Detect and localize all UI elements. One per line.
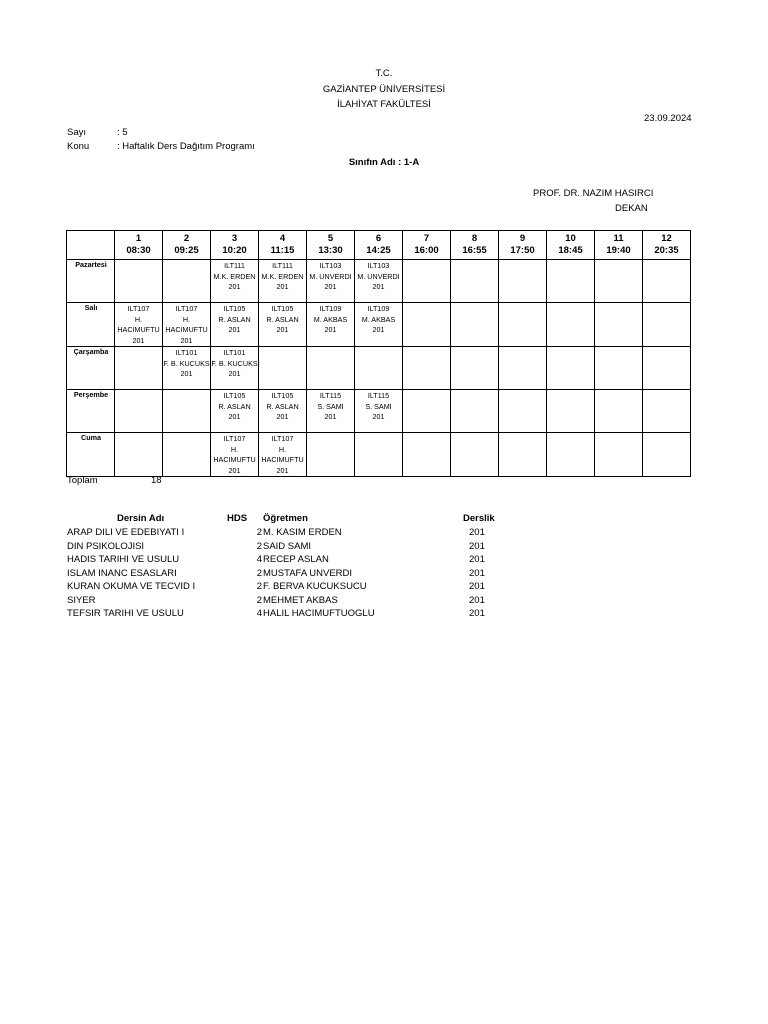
schedule-cell-line: HACIMUFTU <box>117 325 160 334</box>
schedule-cell <box>595 260 643 303</box>
schedule-cell <box>451 347 499 390</box>
schedule-cell <box>643 390 691 433</box>
period-time: 18:45 <box>558 245 583 256</box>
schedule-cell <box>259 347 307 390</box>
schedule-cell <box>403 303 451 347</box>
schedule-cell <box>259 390 307 433</box>
course-row <box>67 568 767 581</box>
schedule-cell-line: S. SAMI <box>317 401 344 411</box>
period-time: 11:15 <box>270 245 295 256</box>
period-time: 17:50 <box>510 245 535 256</box>
schedule-cell <box>451 433 499 477</box>
schedule-cell-line: 201 <box>276 325 289 334</box>
schedule-cell-line: M. UNVERDI <box>309 271 352 281</box>
course-hds: 2 <box>256 567 262 579</box>
course-teacher: F. BERVA KUCUKSUCU <box>263 581 367 592</box>
period-number: 6 <box>375 233 382 244</box>
room-header: Derslik <box>463 513 495 524</box>
period-time: 08:30 <box>126 245 151 256</box>
schedule-cell-line: ILT109 <box>319 304 342 313</box>
course-hds: 2 <box>256 527 262 538</box>
schedule-cell-line: 201 <box>228 369 241 378</box>
header-university: GAZİANTEP ÜNİVERSİTESİ <box>322 84 446 95</box>
schedule-cell <box>451 303 499 347</box>
schedule-cell <box>355 433 403 477</box>
schedule-cell <box>355 260 403 303</box>
period-number: 12 <box>661 233 672 244</box>
schedule-cell-line: 201 <box>276 282 289 291</box>
schedule-cell-line: R. ASLAN <box>266 314 299 324</box>
schedule-cell-line: R. ASLAN <box>266 401 299 411</box>
period-number: 1 <box>135 233 142 244</box>
total-label: Toplam <box>67 475 98 486</box>
schedule-cell-line: ILT107 <box>271 434 294 443</box>
schedule-cell <box>115 303 163 347</box>
day-label: Cuma <box>67 433 115 477</box>
schedule-cell <box>643 260 691 303</box>
period-header <box>403 231 451 260</box>
schedule-cell <box>307 303 355 347</box>
schedule-cell-line: 201 <box>276 412 289 421</box>
course-row <box>67 541 767 554</box>
schedule-cell-line: M. AKBAS <box>313 314 348 324</box>
period-header <box>211 231 259 260</box>
schedule-cell <box>211 347 259 390</box>
header-faculty: İLAHİYAT FAKÜLTESİ <box>337 99 431 110</box>
schedule-cell-line: ILT107 <box>127 304 150 313</box>
schedule-cell-line: M.K. ERDEN <box>261 271 304 281</box>
schedule-cell <box>643 303 691 347</box>
period-number: 8 <box>471 233 478 244</box>
schedule-cell <box>211 260 259 303</box>
schedule-cell-line: ILT115 <box>319 391 342 400</box>
schedule-cell <box>163 347 211 390</box>
schedule-cell-line: F. B. KUCUKS <box>163 358 210 368</box>
schedule-cell <box>115 433 163 477</box>
period-header <box>259 231 307 260</box>
schedule-cell <box>163 260 211 303</box>
schedule-cell <box>115 390 163 433</box>
day-label: Çarşamba <box>67 347 115 390</box>
schedule-cell-line: ILT111 <box>224 261 245 270</box>
sayi-value: : 5 <box>117 127 128 138</box>
course-teacher: MUSTAFA UNVERDI <box>263 567 353 579</box>
schedule-cell-line: HACIMUFTU <box>261 455 304 464</box>
schedule-day-row <box>67 260 691 303</box>
schedule-cell-line: R. ASLAN <box>218 314 251 324</box>
schedule-cell <box>403 347 451 390</box>
course-row <box>67 554 767 567</box>
course-hds: 4 <box>256 608 262 619</box>
period-time: 16:55 <box>462 245 487 256</box>
schedule-cell-line: ILT101 <box>175 348 198 357</box>
schedule-cell-line: ILT107 <box>175 304 198 313</box>
schedule-cell <box>451 390 499 433</box>
schedule-cell-line: ILT105 <box>223 304 246 313</box>
period-header <box>547 231 595 260</box>
schedule-cell-line: 201 <box>324 412 337 421</box>
schedule-cell <box>595 433 643 477</box>
course-hds: 2 <box>256 581 262 592</box>
course-name: KURAN OKUMA VE TECVID I <box>67 581 196 592</box>
schedule-cell <box>499 347 547 390</box>
schedule-cell-line: 201 <box>228 412 241 421</box>
course-teacher: MEHMET AKBAS <box>263 594 338 606</box>
schedule-cell-line: 201 <box>180 369 193 378</box>
schedule-cell-line: S. SAMI <box>365 401 392 411</box>
period-number: 7 <box>423 233 430 244</box>
period-time: 20:35 <box>654 245 679 256</box>
header-tc: T.C. <box>375 68 393 79</box>
schedule-corner-cell <box>67 231 115 260</box>
period-time: 14:25 <box>366 245 391 256</box>
schedule-cell-line: ILT115 <box>367 391 390 400</box>
schedule-cell <box>355 303 403 347</box>
course-hds: 2 <box>256 540 262 552</box>
schedule-cell <box>307 433 355 477</box>
schedule-cell <box>547 347 595 390</box>
day-label: Pazartesi <box>67 260 115 303</box>
schedule-cell <box>499 433 547 477</box>
period-time: 13:30 <box>318 245 343 256</box>
schedule-cell <box>211 433 259 477</box>
period-time: 09:25 <box>174 245 199 256</box>
schedule-cell <box>403 260 451 303</box>
course-teacher: M. KASIM ERDEN <box>263 527 342 538</box>
schedule-cell <box>499 303 547 347</box>
schedule-cell-line: ILT111 <box>272 261 293 270</box>
course-room: 201 <box>469 567 485 579</box>
course-list-header <box>67 513 767 526</box>
schedule-cell-line: ILT105 <box>223 391 246 400</box>
schedule-cell <box>163 390 211 433</box>
schedule-cell-line: ILT109 <box>367 304 390 313</box>
course-name: SIYER <box>67 594 96 606</box>
signatory-title: DEKAN <box>615 203 648 214</box>
course-room: 201 <box>469 540 485 552</box>
schedule-cell-line: H. <box>134 314 143 324</box>
period-number: 9 <box>519 233 526 244</box>
class-title: Sınıfın Adı : 1-A <box>348 157 420 168</box>
schedule-cell-line: M. UNVERDI <box>357 271 400 281</box>
course-row <box>67 527 767 540</box>
period-number: 10 <box>565 233 576 244</box>
schedule-cell <box>547 433 595 477</box>
schedule-cell-line: M. AKBAS <box>361 314 396 324</box>
day-label: Salı <box>67 303 115 347</box>
course-name: ISLAM INANC ESASLARI <box>67 567 177 579</box>
schedule-cell <box>259 303 307 347</box>
schedule-cell-line: ILT103 <box>319 261 342 270</box>
course-room: 201 <box>469 581 485 592</box>
document-date: 23.09.2024 <box>644 113 692 124</box>
schedule-cell <box>307 347 355 390</box>
schedule-cell <box>163 303 211 347</box>
schedule-cell-line: H. <box>182 314 191 324</box>
schedule-cell-line: 201 <box>324 325 337 334</box>
schedule-cell-line: ILT105 <box>271 391 294 400</box>
period-time: 10:20 <box>222 245 247 256</box>
schedule-cell-line: 201 <box>276 465 289 475</box>
course-name: DIN PSIKOLOJISI <box>67 540 145 552</box>
schedule-cell <box>307 390 355 433</box>
period-header <box>355 231 403 260</box>
day-label: Perşembe <box>67 390 115 433</box>
period-number: 4 <box>279 233 286 244</box>
schedule-cell <box>355 347 403 390</box>
schedule-cell <box>163 433 211 477</box>
schedule-cell-line: R. ASLAN <box>218 401 251 411</box>
period-number: 2 <box>183 233 190 244</box>
sayi-label: Sayı <box>67 127 87 138</box>
schedule-cell <box>547 303 595 347</box>
konu-value: : Haftalık Ders Dağıtım Programı <box>117 141 255 152</box>
schedule-cell <box>595 390 643 433</box>
schedule-cell-line: 201 <box>372 282 385 291</box>
course-teacher: RECEP ASLAN <box>263 554 329 565</box>
schedule-cell-line: F. B. KUCUKS <box>211 358 258 368</box>
schedule-cell-line: ILT107 <box>223 434 246 443</box>
course-name: HADIS TARIHI VE USULU <box>67 554 180 565</box>
schedule-cell-line: H. <box>230 444 239 454</box>
period-number: 5 <box>327 233 334 244</box>
period-header <box>163 231 211 260</box>
course-row <box>67 595 767 608</box>
weekly-schedule-table <box>66 230 691 477</box>
period-time: 16:00 <box>414 245 439 256</box>
schedule-cell <box>259 260 307 303</box>
schedule-cell <box>115 260 163 303</box>
schedule-cell <box>403 433 451 477</box>
course-room: 201 <box>469 608 485 619</box>
course-row <box>67 581 767 594</box>
period-number: 11 <box>613 233 624 244</box>
teacher-header: Öğretmen <box>263 513 308 524</box>
schedule-header-row <box>67 231 691 260</box>
schedule-cell-line: 201 <box>324 282 337 291</box>
schedule-cell-line: 201 <box>228 282 241 291</box>
schedule-cell <box>499 390 547 433</box>
schedule-cell-line: HACIMUFTU <box>213 455 256 464</box>
schedule-day-row <box>67 433 691 477</box>
schedule-cell <box>643 347 691 390</box>
schedule-cell <box>451 260 499 303</box>
schedule-cell <box>547 390 595 433</box>
course-hds: 2 <box>256 594 262 606</box>
course-teacher: SAID SAMI <box>263 540 312 552</box>
schedule-day-row <box>67 303 691 347</box>
schedule-cell <box>643 433 691 477</box>
period-header <box>595 231 643 260</box>
schedule-cell <box>403 390 451 433</box>
course-name: TEFSIR TARIHI VE USULU <box>67 608 184 619</box>
signatory-name: PROF. DR. NAZIM HASIRCI <box>533 188 654 199</box>
course-hds: 4 <box>256 554 262 565</box>
schedule-day-row <box>67 390 691 433</box>
schedule-cell <box>595 303 643 347</box>
schedule-cell <box>355 390 403 433</box>
schedule-cell-line: 201 <box>372 325 385 334</box>
period-header <box>115 231 163 260</box>
konu-label: Konu <box>67 141 90 152</box>
schedule-cell-line: ILT103 <box>367 261 390 270</box>
period-header <box>643 231 691 260</box>
course-name-header: Dersin Adı <box>117 513 165 524</box>
schedule-cell <box>307 260 355 303</box>
course-room: 201 <box>469 527 485 538</box>
schedule-cell <box>211 303 259 347</box>
hds-header: HDS <box>227 513 248 524</box>
schedule-cell-line: ILT101 <box>223 348 246 357</box>
course-room: 201 <box>469 594 485 606</box>
schedule-cell <box>499 260 547 303</box>
schedule-cell-line: HACIMUFTU <box>165 325 208 334</box>
total-value: 18 <box>151 475 162 486</box>
schedule-cell-line: ILT105 <box>271 304 294 313</box>
schedule-cell <box>547 260 595 303</box>
schedule-cell-line: 201 <box>228 325 241 334</box>
schedule-cell <box>211 390 259 433</box>
course-teacher: HALIL HACIMUFTUOGLU <box>263 608 375 619</box>
period-header <box>499 231 547 260</box>
schedule-cell-line: 201 <box>228 465 241 475</box>
schedule-cell <box>595 347 643 390</box>
course-row <box>67 608 767 621</box>
schedule-cell-line: 201 <box>372 412 385 421</box>
schedule-cell-line: 201 <box>132 335 145 345</box>
course-room: 201 <box>469 554 485 565</box>
course-name: ARAP DILI VE EDEBIYATI I <box>67 527 185 538</box>
period-time: 19:40 <box>606 245 631 256</box>
schedule-cell-line: H. <box>278 444 287 454</box>
period-number: 3 <box>231 233 238 244</box>
schedule-cell <box>259 433 307 477</box>
period-header <box>307 231 355 260</box>
schedule-cell-line: 201 <box>180 335 193 345</box>
period-header <box>451 231 499 260</box>
schedule-cell <box>115 347 163 390</box>
schedule-day-row <box>67 347 691 390</box>
schedule-cell-line: M.K. ERDEN <box>213 271 256 281</box>
